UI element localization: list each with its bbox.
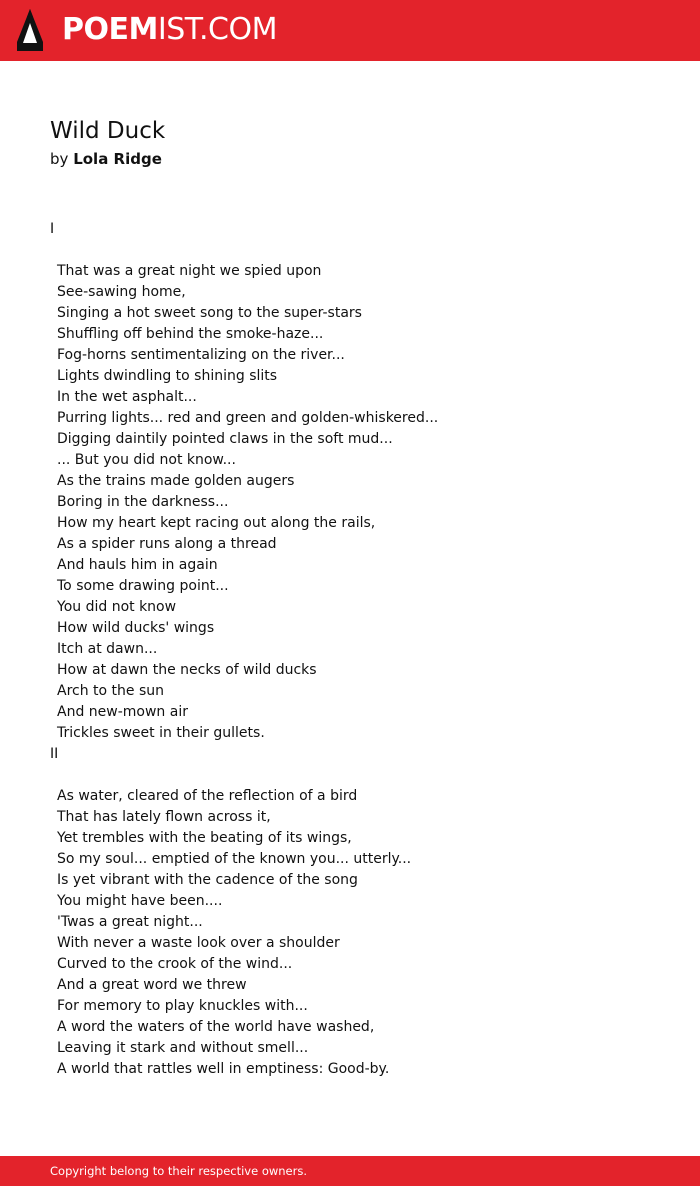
- poem-line: As the trains made golden augers: [57, 473, 295, 489]
- site-header: [0, 0, 700, 61]
- poem-line: Purring lights... red and green and golden-whiskered...: [57, 410, 439, 426]
- poem-line: How wild ducks' wings: [57, 620, 215, 636]
- poem-line: Digging daintily pointed claws in the soft mud...: [57, 431, 393, 447]
- logo-bold-text: POEM: [62, 12, 158, 47]
- stanza-gap: [50, 765, 670, 786]
- poem-line: Singing a hot sweet song to the super-stars: [57, 305, 362, 321]
- poem-line: You did not know: [57, 599, 177, 615]
- poem-line: A world that rattles well in emptiness: Good-by.: [57, 1061, 390, 1077]
- poem-line: See-sawing home,: [57, 284, 186, 300]
- poem-line: For memory to play knuckles with...: [57, 998, 308, 1014]
- poem-line: 'Twas a great night...: [57, 914, 203, 930]
- pencil-logo-icon[interactable]: [17, 9, 43, 51]
- poem-line: With never a waste look over a shoulder: [57, 935, 340, 951]
- logo-light-text: IST.COM: [157, 12, 277, 47]
- poem-line: That has lately flown across it,: [57, 809, 271, 825]
- poem-line: How my heart kept racing out along the rails,: [57, 515, 376, 531]
- poem-line: A word the waters of the world have washed,: [57, 1019, 375, 1035]
- site-logo-wordmark[interactable]: [62, 11, 277, 49]
- poem-line: Curved to the crook of the wind...: [57, 956, 293, 972]
- poem-line: And hauls him in again: [57, 557, 218, 573]
- poem-line: Lights dwindling to shining slits: [57, 368, 278, 384]
- by-label: by: [50, 150, 69, 168]
- poem-line: As water, cleared of the reflection of a bird: [57, 788, 358, 804]
- poem-line: In the wet asphalt...: [57, 389, 197, 405]
- poem-line: Itch at dawn...: [57, 641, 158, 657]
- poem-line: Fog-horns sentimentalizing on the river...: [57, 347, 345, 363]
- poem-line: Boring in the darkness...: [57, 494, 229, 510]
- poem-line: Yet trembles with the beating of its wings,: [57, 830, 352, 846]
- poem-line: To some drawing point...: [57, 578, 229, 594]
- poem-line: Trickles sweet in their gullets.: [57, 725, 265, 741]
- poem-line: And a great word we threw: [57, 977, 247, 993]
- poem-line: That was a great night we spied upon: [57, 263, 322, 279]
- poem-line: Arch to the sun: [57, 683, 165, 699]
- poem-line: So my soul... emptied of the known you... utterly...: [57, 851, 412, 867]
- copyright-notice: Copyright belong to their respective owners.: [50, 1164, 308, 1178]
- poem-body: [50, 219, 670, 1080]
- section-numeral: I: [50, 221, 55, 237]
- poem-line: Leaving it stark and without smell...: [57, 1040, 309, 1056]
- poem-line: How at dawn the necks of wild ducks: [57, 662, 317, 678]
- section-numeral: II: [50, 746, 59, 762]
- poem-author: Lola Ridge: [73, 150, 162, 168]
- poem-line: As a spider runs along a thread: [57, 536, 277, 552]
- stanza-gap: [50, 240, 670, 261]
- poem-line: Shuffling off behind the smoke-haze...: [57, 326, 324, 342]
- poem-line: You might have been....: [57, 893, 223, 909]
- site-footer: [0, 1156, 700, 1186]
- poem-title: Wild Duck: [50, 118, 166, 144]
- poem-byline: [50, 149, 162, 169]
- poem-line: Is yet vibrant with the cadence of the song: [57, 872, 358, 888]
- poem-line: And new-mown air: [57, 704, 188, 720]
- poem-line: ... But you did not know...: [57, 452, 236, 468]
